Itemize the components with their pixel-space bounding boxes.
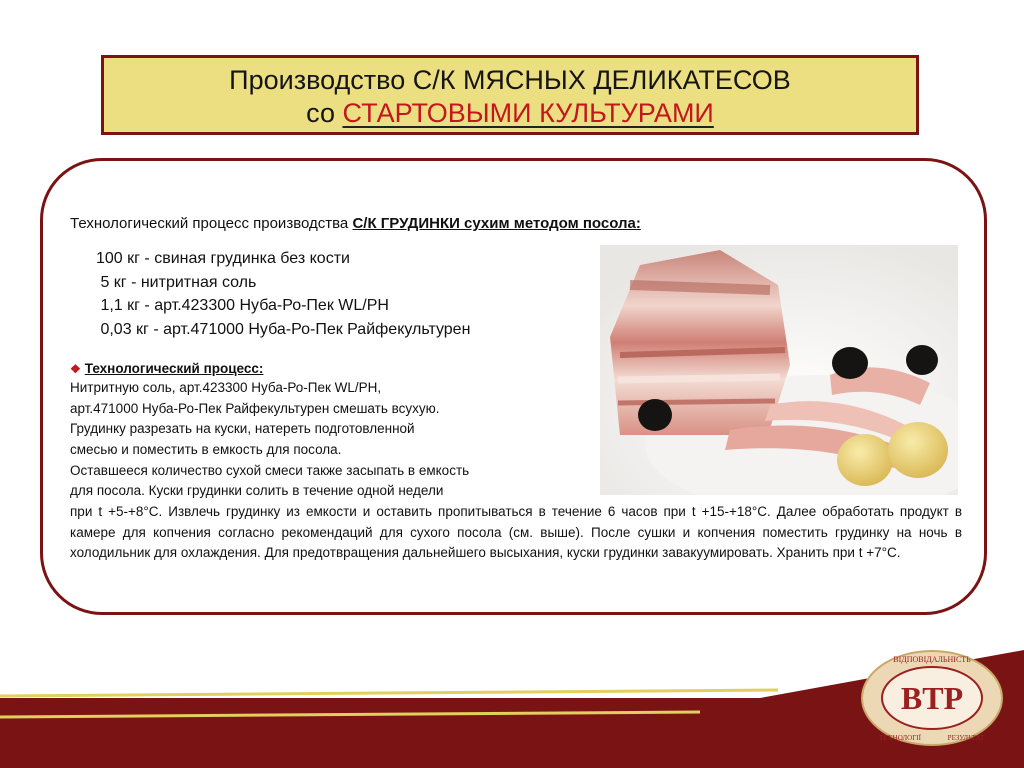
- intro-prefix: Технологический процесс производства: [70, 215, 353, 232]
- logo-ring-left: ТЕХНОЛОГІЇ: [879, 734, 921, 742]
- process-line: Нитритную соль, арт.423300 Нуба-Ро-Пек WL/PH,: [70, 380, 382, 395]
- logo-letters: BTP: [900, 680, 964, 716]
- ingredient-item: 0,03 кг - арт.471000 Нуба-Ро-Пек Райфекультурен: [96, 320, 471, 338]
- intro-text: [70, 215, 641, 233]
- logo-ring-right: РЕЗУЛЬТАТ: [947, 734, 985, 742]
- process-heading-text: Технологический процесс:: [84, 361, 264, 376]
- btp-logo: [858, 648, 1006, 748]
- process-text-block: [70, 378, 469, 502]
- diamond-bullet-icon: ❖: [70, 362, 81, 376]
- process-line: для посола. Куски грудинки солить в течение одной недели: [70, 483, 444, 499]
- bacon-photo: [600, 245, 958, 495]
- title-line-2: [104, 97, 916, 129]
- title-accent: СТАРТОВЫМИ КУЛЬТУРАМИ: [342, 98, 714, 128]
- process-continuation: при t +5-+8°С. Извлечь грудинку из емкости и оставить пропитываться в течение 6 часов при t +15-+18°С. Далее обработать продукт в камере для копчения согласно рекомендаций для сухого посола (см. выше). После сушки и копчения поместить грудинку на ночь в холодильник для охлаждения. Для предотвращения дальнейшего высыхания, куски грудинки завакуумировать. Хранить при t +7°С.: [70, 504, 962, 561]
- logo-ring-top: ВІДПОВІДАЛЬНІСТЬ: [893, 655, 971, 664]
- ingredient-item: 100 кг - свиная грудинка без кости: [96, 250, 350, 267]
- process-line: арт.471000 Нуба-Ро-Пек Райфекультурен смешать всухую.: [70, 400, 440, 416]
- title-banner: [101, 55, 919, 135]
- title-line-1: Производство С/К МЯСНЫХ ДЕЛИКАТЕСОВ: [229, 65, 791, 95]
- ingredients-list: [96, 247, 470, 341]
- process-line: Оставшееся количество сухой смеси также засыпать в емкость: [70, 462, 470, 478]
- title-line-2-prefix: со: [306, 98, 343, 128]
- intro-product: С/К ГРУДИНКИ сухим методом посола:: [352, 215, 641, 232]
- process-line: Грудинку разрезать на куски, натереть подготовленной: [70, 421, 415, 437]
- ingredient-item: 5 кг - нитритная соль: [96, 273, 257, 291]
- process-heading: [70, 360, 263, 378]
- process-line: смесью и поместить в емкость для посола.: [70, 442, 342, 458]
- ingredient-item: 1,1 кг - арт.423300 Нуба-Ро-Пек WL/PH: [96, 297, 389, 314]
